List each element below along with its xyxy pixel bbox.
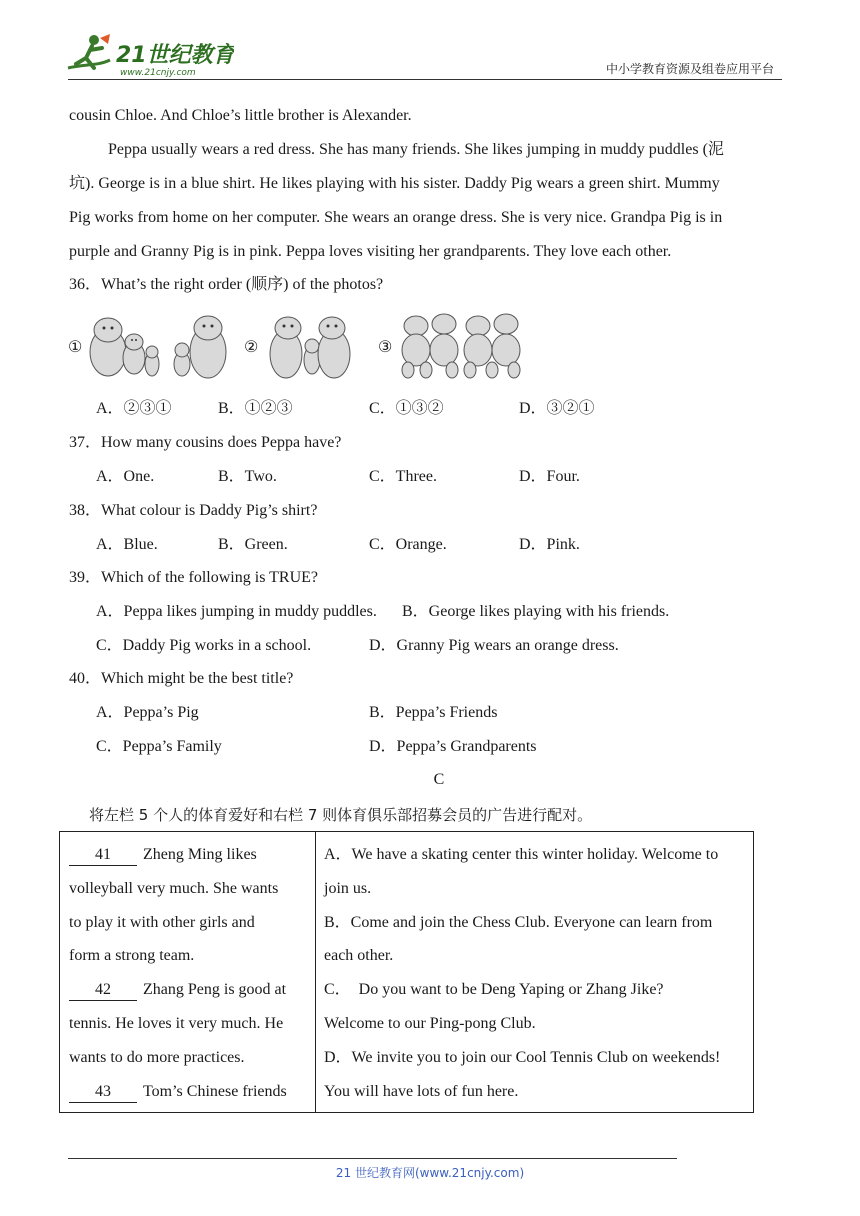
site-logo xyxy=(64,30,234,82)
q39-option-a[interactable]: A．Peppa likes jumping in muddy puddles. xyxy=(96,603,377,620)
table-left-row xyxy=(69,845,257,866)
table-right-row: D．We invite you to join our Cool Tennis Club on weekends! xyxy=(324,1049,721,1066)
question-37-stem: 37．How many cousins does Peppa have? xyxy=(69,434,342,451)
table-left-row xyxy=(69,980,286,1001)
q40-option-a[interactable]: A．Peppa’s Pig xyxy=(96,704,199,721)
question-38-stem: 38．What colour is Daddy Pig’s shirt? xyxy=(69,502,318,519)
header-divider xyxy=(68,79,782,80)
table-left-row: form a strong team. xyxy=(69,947,195,964)
footer-link[interactable]: 21 世纪教育网(www.21cnjy.com) xyxy=(335,1166,525,1180)
question-39-stem: 39．Which of the following is TRUE? xyxy=(69,569,319,586)
table-right-row: C． Do you want to be Deng Yaping or Zhang Jike? xyxy=(324,981,664,998)
q36-option-b[interactable]: B．①②③ xyxy=(218,400,293,417)
q37-option-b[interactable]: B．Two. xyxy=(218,468,277,485)
q40-option-d[interactable]: D．Peppa’s Grandparents xyxy=(369,738,537,755)
footer-divider xyxy=(68,1158,677,1159)
question-36-stem: 36．What’s the right order (顺序) of the photos? xyxy=(69,276,384,293)
table-left-row: volleyball very much. She wants xyxy=(69,880,279,897)
matching-table xyxy=(59,831,754,1113)
table-left-row: wants to do more practices. xyxy=(69,1049,245,1066)
q38-option-a[interactable]: A．Blue. xyxy=(96,536,158,553)
table-right-row: Welcome to our Ping-pong Club. xyxy=(324,1015,536,1032)
passage-line: Pig works from home on her computer. She wears an orange dress. She is very nice. Grandpa Pig is in xyxy=(69,209,723,226)
q36-option-d[interactable]: D．③②① xyxy=(519,400,595,417)
table-right-row: You will have lots of fun here. xyxy=(324,1083,519,1100)
photo-label-2: ② xyxy=(244,339,259,356)
table-column-divider xyxy=(315,831,316,1113)
photo-label-1: ① xyxy=(68,339,83,356)
q37-option-a[interactable]: A．One. xyxy=(96,468,155,485)
section-label: C xyxy=(433,771,445,788)
q37-option-c[interactable]: C．Three. xyxy=(369,468,437,485)
q39-option-d[interactable]: D．Granny Pig wears an orange dress. xyxy=(369,637,619,654)
pig-family-photo-3 xyxy=(396,310,526,382)
q37-option-d[interactable]: D．Four. xyxy=(519,468,580,485)
section-instruction: 将左栏 5 个人的体育爱好和右栏 7 则体育俱乐部招募会员的广告进行配对。 xyxy=(89,806,593,824)
answer-blank-41[interactable]: 41 xyxy=(69,845,137,866)
answer-blank-42[interactable]: 42 xyxy=(69,980,137,1001)
answer-blank-43[interactable]: 43 xyxy=(69,1082,137,1103)
person-description: Zhang Peng is good at xyxy=(143,981,287,998)
table-right-row: A．We have a skating center this winter holiday. Welcome to xyxy=(324,846,719,863)
table-left-row: tennis. He loves it very much. He xyxy=(69,1015,284,1032)
photo-label-3: ③ xyxy=(378,339,393,356)
table-right-row: B．Come and join the Chess Club. Everyone can learn from xyxy=(324,914,713,931)
passage-line: purple and Granny Pig is in pink. Peppa loves visiting her grandparents. They love each other. xyxy=(69,243,672,260)
pig-family-photo-2 xyxy=(266,310,356,382)
q38-option-b[interactable]: B．Green. xyxy=(218,536,288,553)
q39-option-c[interactable]: C．Daddy Pig works in a school. xyxy=(96,637,312,654)
platform-text: 中小学教育资源及组卷应用平台 xyxy=(605,62,774,76)
table-right-row: join us. xyxy=(324,880,372,897)
q36-option-c[interactable]: C．①③② xyxy=(369,400,444,417)
q40-option-b[interactable]: B．Peppa’s Friends xyxy=(369,704,498,721)
pig-family-photo-1 xyxy=(86,310,228,382)
table-right-row: each other. xyxy=(324,947,394,964)
logo-url-text: www.21cnjy.com xyxy=(120,68,196,78)
passage-line: Peppa usually wears a red dress. She has many friends. She likes jumping in muddy puddles (泥 xyxy=(108,141,724,158)
logo-brand-text: 21世纪教育 xyxy=(116,43,234,68)
question-40-stem: 40．Which might be the best title? xyxy=(69,670,294,687)
table-left-row xyxy=(69,1082,287,1103)
q40-option-c[interactable]: C．Peppa’s Family xyxy=(96,738,222,755)
person-description: Zheng Ming likes xyxy=(143,846,257,863)
q38-option-c[interactable]: C．Orange. xyxy=(369,536,447,553)
passage-line: 坑). George is in a blue shirt. He likes playing with his sister. Daddy Pig wears a green shirt. Mummy xyxy=(69,175,720,192)
q38-option-d[interactable]: D．Pink. xyxy=(519,536,580,553)
q36-option-a[interactable]: A．②③① xyxy=(96,400,172,417)
q39-option-b[interactable]: B．George likes playing with his friends. xyxy=(402,603,670,620)
table-left-row: to play it with other girls and xyxy=(69,914,255,931)
person-description: Tom’s Chinese friends xyxy=(143,1083,287,1100)
passage-line: cousin Chloe. And Chloe’s little brother is Alexander. xyxy=(69,107,412,124)
